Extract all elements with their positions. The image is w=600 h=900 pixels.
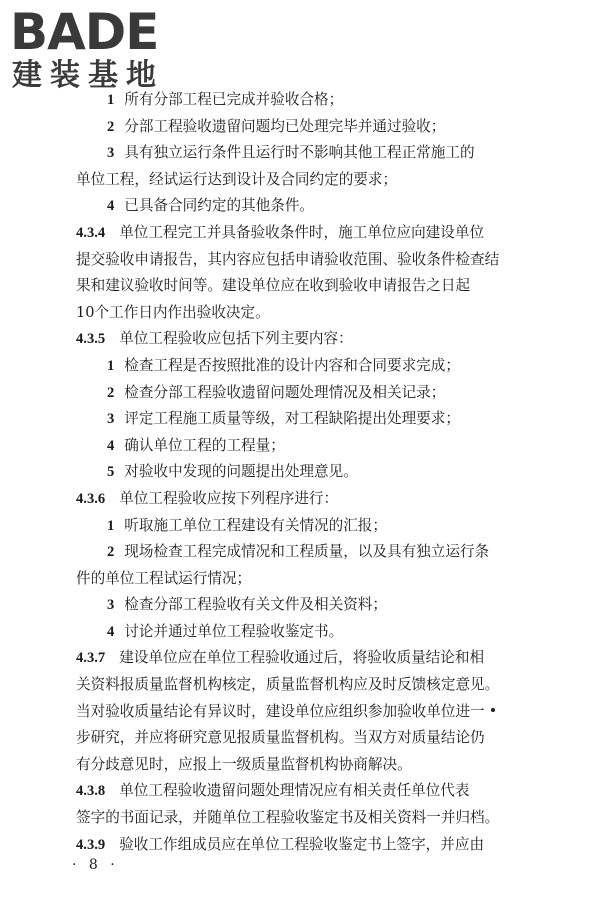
line-text: 验收工作组成员应在单位工程验收鉴定书上签字，并应由 — [119, 835, 485, 853]
clause-paragraph — [76, 486, 526, 513]
item-number: 5 — [107, 464, 115, 481]
item-number: 1 — [107, 357, 115, 374]
line-text: 有分歧意见时，应报上一级质量监督机构协商解决。 — [76, 755, 412, 773]
line-text: 现场检查工程完成情况和工程质量，以及具有独立运行条 — [124, 543, 490, 561]
text-line — [76, 619, 526, 646]
text-line — [76, 193, 526, 220]
clause-number: 4.3.4 — [76, 224, 106, 241]
item-number: 1 — [107, 517, 115, 534]
text-line — [76, 725, 526, 752]
clause-paragraph — [76, 645, 526, 778]
line-text: 检查分部工程验收有关文件及相关资料； — [124, 596, 387, 614]
line-text: 分部工程验收遗留问题均已处理完毕并通过验收； — [124, 117, 446, 135]
line-text: 10个工作日内作出验收决定。 — [76, 303, 270, 321]
line-text: 关资料报质量监督机构核定，质量监督机构应及时反馈核定意见。 — [76, 676, 500, 694]
document-body — [76, 87, 526, 858]
line-text: 具有独立运行条件且运行时不影响其他工程正常施工的 — [124, 144, 475, 162]
text-line — [76, 167, 526, 194]
line-text: 步研究，并应将研究意见报质量监督机构。当双方对质量结论仍 — [76, 729, 485, 747]
text-line — [76, 592, 526, 619]
line-text: 建设单位应在单位工程验收通过后，将验收质量结论和相 — [119, 649, 485, 667]
line-text: 果和建议验收时间等。建设单位应在收到验收申请报告之日起 — [76, 277, 471, 295]
text-line — [76, 672, 526, 699]
line-text: 检查工程是否按照批准的设计内容和合同要求完成； — [124, 356, 460, 374]
line-text: 评定工程施工质量等级，对工程缺陷提出处理要求； — [124, 410, 460, 428]
text-line — [76, 805, 526, 832]
item-number: 3 — [107, 145, 115, 162]
clause-number: 4.3.7 — [76, 650, 106, 667]
list-item — [76, 433, 526, 460]
text-line — [76, 326, 526, 353]
list-item — [76, 539, 526, 592]
line-text: 检查分部工程验收遗留问题处理情况及相关记录； — [124, 383, 446, 401]
clause-paragraph — [76, 326, 526, 353]
item-number: 4 — [107, 623, 115, 640]
clause-paragraph — [76, 832, 526, 859]
text-line — [76, 220, 526, 247]
line-text: 所有分部工程已完成并验收合格； — [124, 91, 344, 108]
text-line — [76, 300, 526, 327]
text-line — [76, 353, 526, 380]
line-text: 听取施工单位工程建设有关情况的汇报； — [124, 516, 387, 534]
clause-number: 4.3.8 — [76, 783, 106, 800]
item-number: 4 — [107, 198, 115, 215]
list-item — [76, 353, 526, 380]
list-item — [76, 459, 526, 486]
text-line — [76, 486, 526, 513]
item-number: 1 — [107, 92, 115, 108]
text-line — [76, 140, 526, 167]
bade-logo — [10, 4, 180, 94]
line-text: 签字的书面记录，并随单位工程验收鉴定书及相关资料一并归档。 — [76, 809, 500, 827]
list-item — [76, 87, 526, 114]
line-text: 单位工程验收应按下列程序进行： — [119, 489, 339, 507]
text-line — [76, 539, 526, 566]
item-number: 2 — [107, 544, 115, 561]
item-number: 3 — [107, 597, 115, 614]
line-text: 当对验收质量结论有异议时，建设单位应组织参加验收单位进一 — [76, 702, 485, 720]
line-text: 单位工程完工并具备验收条件时，施工单位应向建设单位 — [119, 223, 485, 241]
text-line — [76, 699, 526, 726]
list-item — [76, 140, 526, 193]
list-item — [76, 380, 526, 407]
text-line — [76, 778, 526, 805]
line-text: 单位工程验收应包括下列主要内容： — [119, 330, 353, 348]
item-number: 2 — [107, 118, 115, 135]
line-text: 讨论并通过单位工程验收鉴定书。 — [124, 622, 344, 640]
line-text: 提交验收申请报告，其内容应包括申请验收范围、验收条件检查结 — [76, 250, 500, 268]
text-line — [76, 247, 526, 274]
list-item — [76, 406, 526, 433]
clause-paragraph — [76, 220, 526, 326]
clause-number: 4.3.6 — [76, 490, 106, 507]
clause-number: 4.3.9 — [76, 836, 106, 853]
list-item — [76, 193, 526, 220]
text-line — [76, 566, 526, 593]
text-line — [76, 752, 526, 779]
text-line — [76, 114, 526, 141]
item-number: 2 — [107, 384, 115, 401]
text-line — [76, 459, 526, 486]
line-text: 对验收中发现的问题提出处理意见。 — [124, 463, 358, 481]
text-line — [76, 433, 526, 460]
logo-chinese-text: 建装基地 — [12, 58, 164, 93]
text-line — [76, 273, 526, 300]
clause-paragraph — [76, 778, 526, 831]
item-number: 4 — [107, 437, 115, 454]
text-line — [76, 87, 526, 114]
ink-dot — [491, 708, 495, 712]
line-text: 已具备合同约定的其他条件。 — [124, 197, 315, 215]
line-text: 确认单位工程的工程量； — [124, 436, 285, 454]
item-number: 3 — [107, 411, 115, 428]
line-text: 件的单位工程试运行情况； — [76, 569, 252, 587]
text-line — [76, 513, 526, 540]
text-line — [76, 406, 526, 433]
list-item — [76, 619, 526, 646]
text-line — [76, 380, 526, 407]
text-line — [76, 832, 526, 859]
line-text: 单位工程验收遗留问题处理情况应有相关责任单位代表 — [119, 782, 470, 800]
text-line — [76, 645, 526, 672]
page-number: · 8 · — [72, 857, 119, 873]
list-item — [76, 513, 526, 540]
list-item — [76, 114, 526, 141]
logo-wordmark: BADE — [10, 3, 159, 61]
clause-number: 4.3.5 — [76, 331, 106, 348]
line-text: 单位工程，经试运行达到设计及合同约定的要求； — [76, 170, 398, 188]
list-item — [76, 592, 526, 619]
